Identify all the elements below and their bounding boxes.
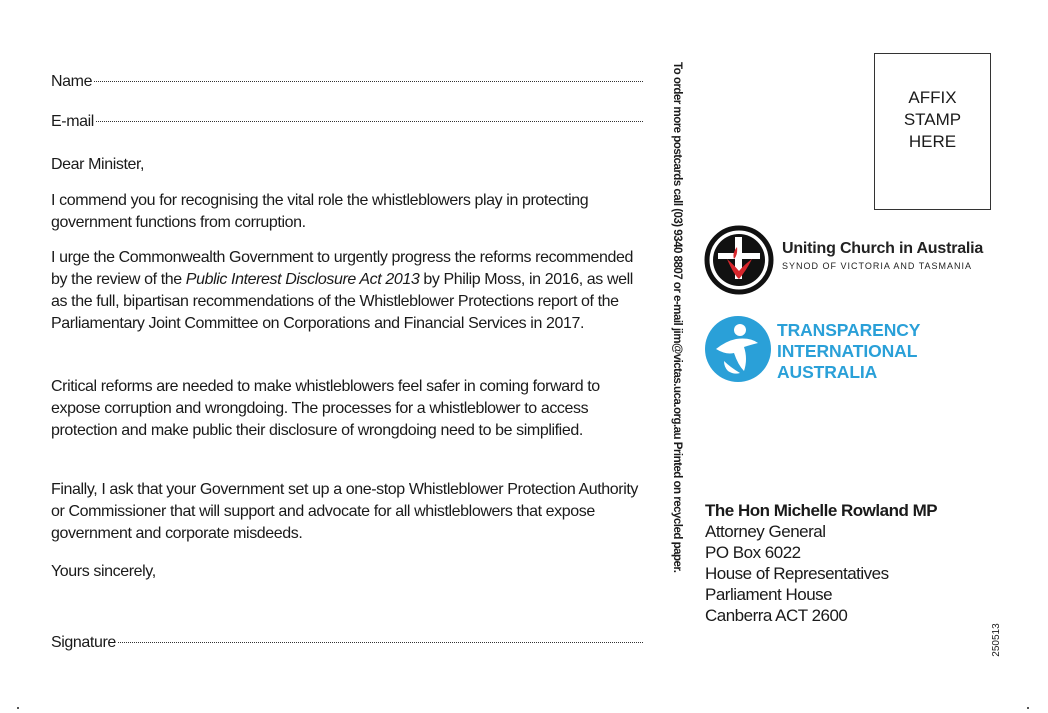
name-dotted-line[interactable] xyxy=(94,81,643,82)
paragraph-3: Critical reforms are needed to make whistleblowers feel safer in coming forward to expose corruption and wrongdoing. The processes for a whistleblower to access protection and make public their disclosure of wrongdoing need to be simplified. xyxy=(51,378,600,439)
stamp-line-2: STAMP xyxy=(903,110,962,129)
ti-logo-block xyxy=(704,315,1004,385)
stamp-line-1: AFFIX xyxy=(908,88,957,107)
act-title: Public Interest Disclosure Act 2013 xyxy=(185,271,420,288)
recipient-house: House of Representatives xyxy=(705,564,889,583)
email-field[interactable] xyxy=(51,111,643,133)
order-note-text: To order more postcards call (03) 9340 8807 or e-mail jim@victas.uca.org.au Printed on recycled paper. xyxy=(671,62,684,573)
crop-mark xyxy=(17,707,19,709)
email-label: E-mail xyxy=(51,113,94,130)
print-code-text: 250513 xyxy=(991,623,1002,657)
email-dotted-line[interactable] xyxy=(96,121,643,122)
greeting: Dear Minister, xyxy=(51,156,145,173)
signature-label: Signature xyxy=(51,634,116,651)
signature-dotted-line[interactable] xyxy=(118,642,643,643)
recipient-title: Attorney General xyxy=(705,522,826,541)
paragraph-4: Finally, I ask that your Government set up a one-stop Whistleblower Protection Authority or Commissioner that will support and advocate for all whistleblowers that expose government and corporate misdeeds. xyxy=(51,481,639,542)
uca-logo-icon xyxy=(704,225,774,295)
stamp-box xyxy=(874,53,991,210)
ti-line-1: TRANSPARENCY xyxy=(777,320,921,340)
recipient-name: The Hon Michelle Rowland MP xyxy=(705,501,938,520)
crop-mark xyxy=(1027,707,1029,709)
uca-name: Uniting Church in Australia xyxy=(782,240,984,257)
print-code xyxy=(990,620,1004,660)
closing: Yours sincerely, xyxy=(51,563,156,580)
paragraph-2-end: by Philip Moss, in 2016, as well as the full, bipartisan recommendations of the Whistleblower Protections report of the Parliamentary Joint Committee on Corporations and Financial Services in 2017. xyxy=(51,271,633,332)
signature-field[interactable] xyxy=(51,632,643,654)
ti-line-3: AUSTRALIA xyxy=(777,362,878,382)
uca-logo-block xyxy=(704,225,994,295)
ti-logo-icon xyxy=(704,315,772,383)
uca-synod: SYNOD OF VICTORIA AND TASMANIA xyxy=(782,261,973,271)
ti-line-2: INTERNATIONAL xyxy=(777,341,918,361)
stamp-line-3: HERE xyxy=(908,132,957,151)
name-label: Name xyxy=(51,73,93,90)
ti-wordmark xyxy=(777,320,920,383)
recipient-building: Parliament House xyxy=(705,585,833,604)
recipient-city: Canberra ACT 2600 xyxy=(705,606,848,625)
paragraph-1: I commend you for recognising the vital role the whistleblowers play in protecting government functions from corruption. xyxy=(51,192,589,231)
order-note xyxy=(668,62,686,654)
recipient-address xyxy=(705,500,937,626)
paragraph-2-start: I urge the Commonwealth Government to urgently progress the reforms recommended by the review of the xyxy=(51,249,634,288)
paragraph-2 xyxy=(51,247,643,335)
recipient-po-box: PO Box 6022 xyxy=(705,543,801,562)
name-field[interactable] xyxy=(51,71,643,93)
